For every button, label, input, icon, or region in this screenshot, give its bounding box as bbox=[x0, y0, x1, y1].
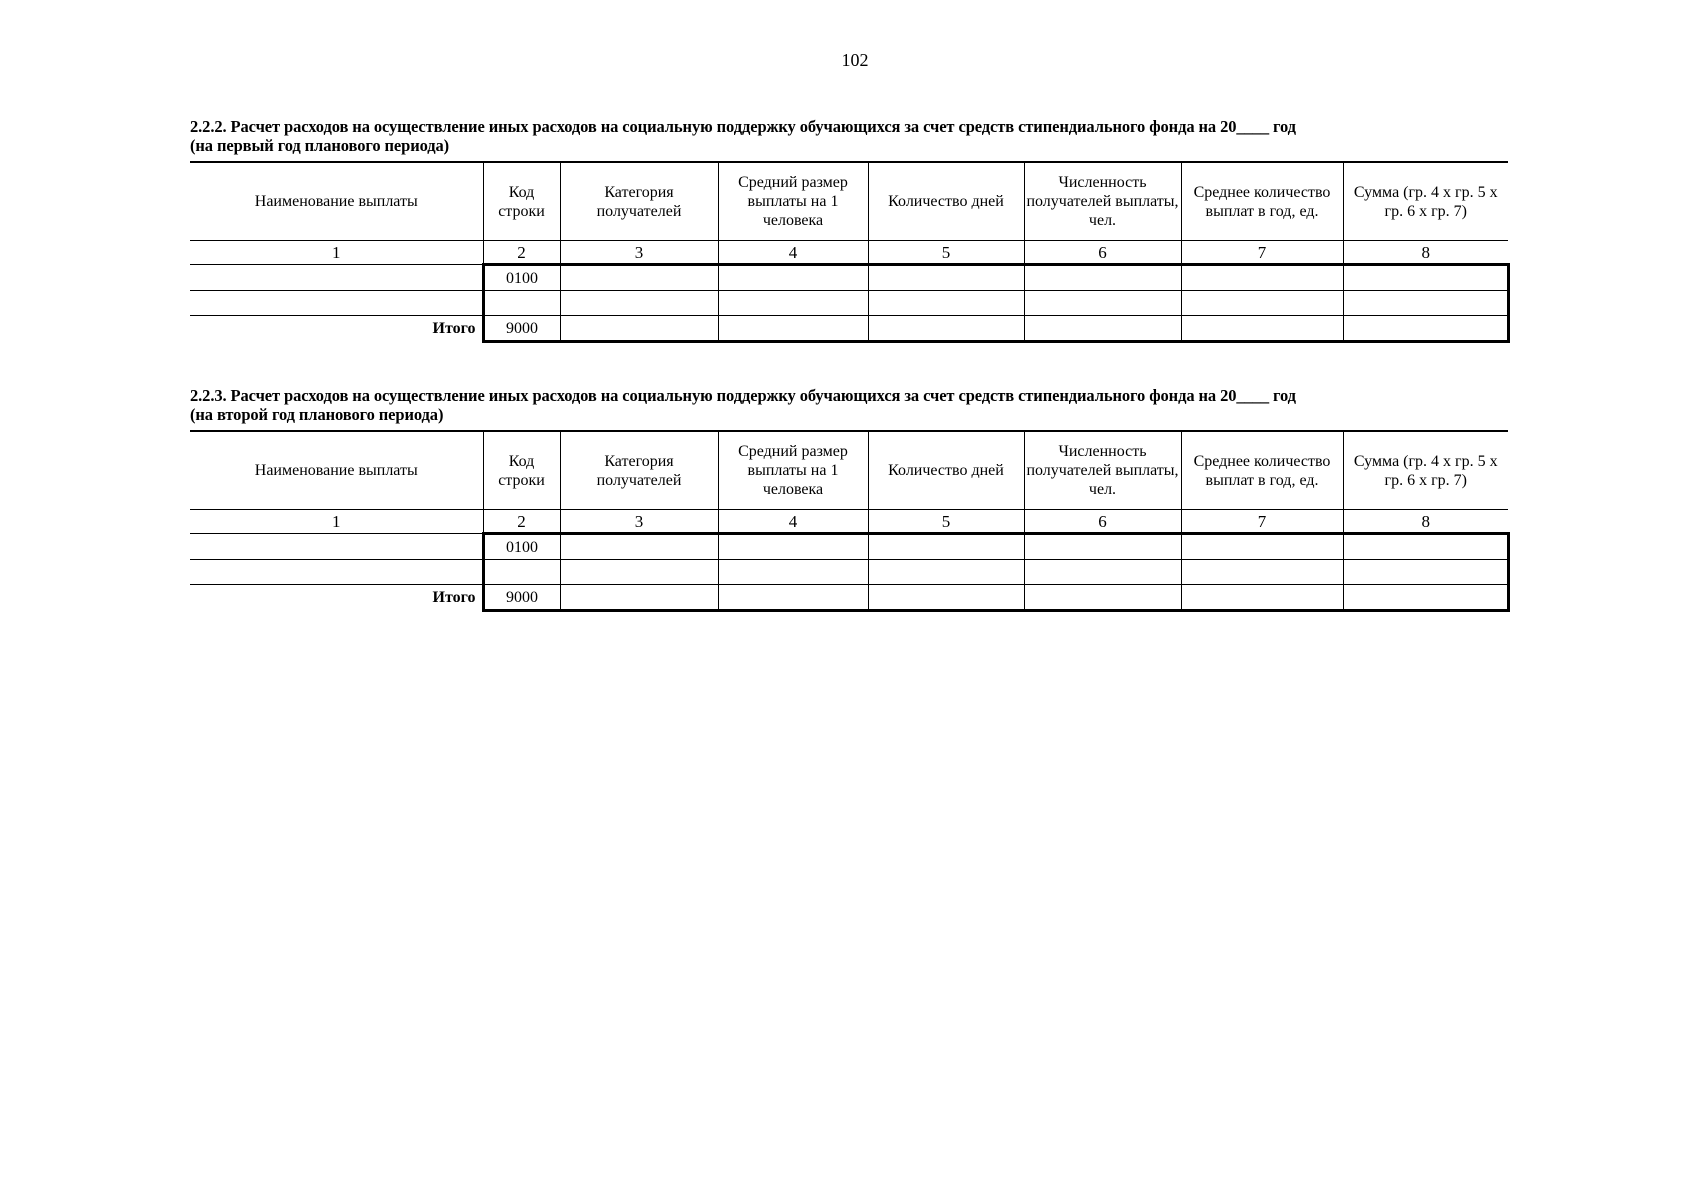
col-header-recipients-count: Численность получателей выплаты, чел. bbox=[1024, 431, 1181, 510]
section-title-line1: 2.2.3. Расчет расходов на осуществление иных расходов на социальную поддержку обучающихся за счет средств стипендиального фонда на 20____ год bbox=[190, 386, 1296, 405]
data-cell[interactable] bbox=[560, 316, 718, 342]
data-cell[interactable] bbox=[1024, 560, 1181, 585]
data-cell[interactable] bbox=[1181, 585, 1343, 611]
section-title-line2: (на первый год планового периода) bbox=[190, 136, 450, 155]
col-header-days: Количество дней bbox=[868, 431, 1024, 510]
data-cell[interactable] bbox=[1343, 585, 1508, 611]
col-header-sum: Сумма (гр. 4 х гр. 5 х гр. 6 х гр. 7) bbox=[1343, 162, 1508, 241]
table-row bbox=[190, 265, 1508, 291]
total-label: Итого bbox=[432, 589, 476, 607]
data-cell[interactable] bbox=[1181, 534, 1343, 560]
row-code-cell: 9000 bbox=[483, 585, 560, 611]
table-row bbox=[190, 534, 1508, 560]
data-cell[interactable] bbox=[1024, 316, 1181, 342]
col-number: 1 bbox=[190, 241, 483, 265]
col-header-payment-name: Наименование выплаты bbox=[190, 431, 483, 510]
calculation-table bbox=[190, 430, 1510, 612]
data-cell[interactable] bbox=[868, 560, 1024, 585]
col-number: 4 bbox=[718, 510, 868, 534]
col-number: 2 bbox=[483, 510, 560, 534]
total-row bbox=[190, 316, 1508, 342]
table-row bbox=[190, 560, 1508, 585]
row-code-cell: 0100 bbox=[483, 534, 560, 560]
data-cell[interactable] bbox=[560, 291, 718, 316]
col-number: 3 bbox=[560, 510, 718, 534]
calculation-table bbox=[190, 161, 1510, 343]
col-number: 6 bbox=[1024, 510, 1181, 534]
col-header-days: Количество дней bbox=[868, 162, 1024, 241]
col-header-sum: Сумма (гр. 4 х гр. 5 х гр. 6 х гр. 7) bbox=[1343, 431, 1508, 510]
col-number: 6 bbox=[1024, 241, 1181, 265]
data-cell[interactable] bbox=[1024, 291, 1181, 316]
total-row bbox=[190, 585, 1508, 611]
col-header-avg-payments-per-year: Среднее количество выплат в год, ед. bbox=[1181, 431, 1343, 510]
col-number: 1 bbox=[190, 510, 483, 534]
payment-name-cell[interactable] bbox=[190, 534, 483, 560]
data-cell[interactable] bbox=[718, 291, 868, 316]
row-code-cell: 0100 bbox=[483, 265, 560, 291]
row-code-cell bbox=[483, 560, 560, 585]
data-cell[interactable] bbox=[868, 265, 1024, 291]
col-number: 7 bbox=[1181, 241, 1343, 265]
data-cell[interactable] bbox=[1181, 291, 1343, 316]
col-header-recipient-category: Категория получателей bbox=[560, 162, 718, 241]
section-title bbox=[190, 386, 1508, 424]
col-header-avg-payment: Средний размер выплаты на 1 человека bbox=[718, 162, 868, 241]
data-cell[interactable] bbox=[560, 534, 718, 560]
table-row bbox=[190, 291, 1508, 316]
data-cell[interactable] bbox=[1024, 534, 1181, 560]
header-row bbox=[190, 431, 1508, 510]
section-title bbox=[190, 117, 1508, 155]
data-cell[interactable] bbox=[718, 265, 868, 291]
data-cell[interactable] bbox=[868, 291, 1024, 316]
payment-name-cell[interactable] bbox=[190, 560, 483, 585]
data-cell[interactable] bbox=[1181, 316, 1343, 342]
col-header-avg-payment: Средний размер выплаты на 1 человека bbox=[718, 431, 868, 510]
data-cell[interactable] bbox=[718, 316, 868, 342]
col-number: 2 bbox=[483, 241, 560, 265]
data-cell[interactable] bbox=[868, 534, 1024, 560]
section-title-line1: 2.2.2. Расчет расходов на осуществление иных расходов на социальную поддержку обучающихся за счет средств стипендиального фонда на 20____ год bbox=[190, 117, 1296, 136]
data-cell[interactable] bbox=[1343, 560, 1508, 585]
data-cell[interactable] bbox=[1181, 560, 1343, 585]
col-number: 7 bbox=[1181, 510, 1343, 534]
row-code-cell bbox=[483, 291, 560, 316]
column-number-row bbox=[190, 241, 1508, 265]
data-cell[interactable] bbox=[560, 265, 718, 291]
col-number: 5 bbox=[868, 510, 1024, 534]
col-header-row-code: Код строки bbox=[483, 431, 560, 510]
data-cell[interactable] bbox=[1343, 316, 1508, 342]
header-row bbox=[190, 162, 1508, 241]
column-number-row bbox=[190, 510, 1508, 534]
col-header-row-code: Код строки bbox=[483, 162, 560, 241]
section-2-2-3 bbox=[190, 386, 1508, 612]
col-header-payment-name: Наименование выплаты bbox=[190, 162, 483, 241]
col-number: 4 bbox=[718, 241, 868, 265]
data-cell[interactable] bbox=[868, 585, 1024, 611]
col-number: 8 bbox=[1343, 510, 1508, 534]
row-code-cell: 9000 bbox=[483, 316, 560, 342]
data-cell[interactable] bbox=[718, 534, 868, 560]
data-cell[interactable] bbox=[560, 560, 718, 585]
data-cell[interactable] bbox=[868, 316, 1024, 342]
data-cell[interactable] bbox=[718, 585, 868, 611]
page-number: 102 bbox=[841, 50, 869, 70]
total-label: Итого bbox=[432, 320, 476, 338]
col-header-avg-payments-per-year: Среднее количество выплат в год, ед. bbox=[1181, 162, 1343, 241]
data-cell[interactable] bbox=[1181, 265, 1343, 291]
col-number: 8 bbox=[1343, 241, 1508, 265]
col-number: 3 bbox=[560, 241, 718, 265]
data-cell[interactable] bbox=[1343, 291, 1508, 316]
col-number: 5 bbox=[868, 241, 1024, 265]
data-cell[interactable] bbox=[1343, 534, 1508, 560]
section-title-line2: (на второй год планового периода) bbox=[190, 405, 444, 424]
col-header-recipients-count: Численность получателей выплаты, чел. bbox=[1024, 162, 1181, 241]
payment-name-cell[interactable] bbox=[190, 265, 483, 291]
data-cell[interactable] bbox=[1024, 585, 1181, 611]
data-cell[interactable] bbox=[560, 585, 718, 611]
col-header-recipient-category: Категория получателей bbox=[560, 431, 718, 510]
data-cell[interactable] bbox=[718, 560, 868, 585]
data-cell[interactable] bbox=[1024, 265, 1181, 291]
payment-name-cell[interactable] bbox=[190, 291, 483, 316]
data-cell[interactable] bbox=[1343, 265, 1508, 291]
section-2-2-2 bbox=[190, 117, 1508, 343]
